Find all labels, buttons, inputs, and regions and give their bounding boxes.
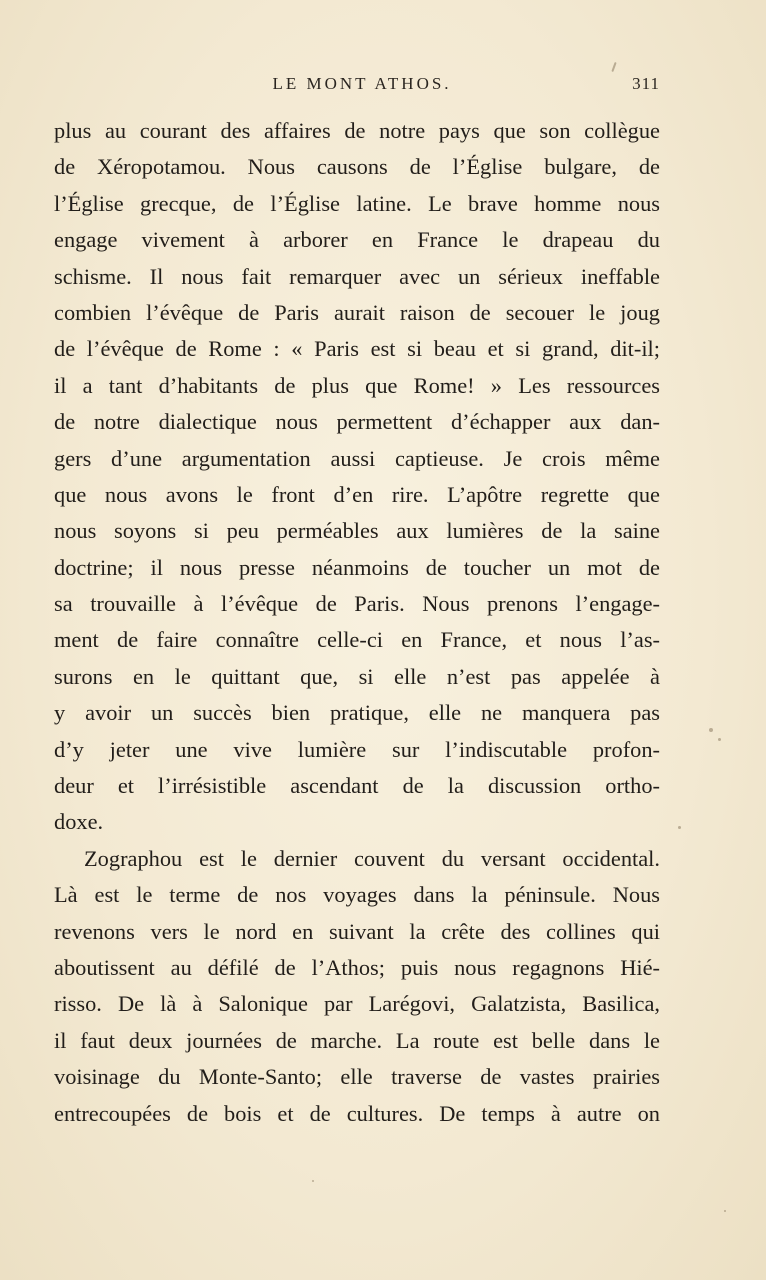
text-line: schisme. Il nous fait remarquer avec un sérieux ineffable — [54, 263, 660, 289]
body-text — [54, 113, 660, 1132]
text-line: nous soyons si peu perméables aux lumières de la saine — [54, 518, 660, 544]
paper-speck — [678, 826, 681, 829]
text-line: d’y jeter une vive lumière sur l’indiscutable profon- — [54, 736, 660, 762]
text-line: il a tant d’habitants de plus que Rome! » Les ressources — [54, 372, 660, 398]
text-line: de notre dialectique nous permettent d’échapper aux dan- — [54, 409, 660, 435]
text-line: Là est le terme de nos voyages dans la péninsule. Nous — [54, 882, 660, 908]
page-number: 311 — [632, 74, 660, 93]
text-line: deur et l’irrésistible ascendant de la discussion ortho- — [54, 773, 660, 799]
paper-speck — [724, 1210, 726, 1212]
text-line: voisinage du Monte-Santo; elle traverse de vastes prairies — [54, 1064, 660, 1090]
text-line: aboutissent au défilé de l’Athos; puis nous regagnons Hié- — [54, 954, 660, 980]
text-line: plus au courant des affaires de notre pays que son collègue — [54, 118, 660, 143]
paper-speck — [312, 1180, 314, 1182]
text-line: revenons vers le nord en suivant la crête des collines qui — [54, 918, 660, 944]
text-line: doxe. — [54, 809, 104, 835]
text-line: l’Église grecque, de l’Église latine. Le brave homme nous — [54, 190, 660, 216]
text-line: surons en le quittant que, si elle n’est pas appelée à — [54, 663, 660, 689]
text-line: combien l’évêque de Paris aurait raison de secouer le joug — [54, 299, 660, 325]
text-line: ment de faire connaître celle-ci en France, et nous l’as- — [54, 627, 660, 653]
text-line: sa trouvaille à l’évêque de Paris. Nous prenons l’engage- — [54, 591, 660, 617]
text-line: entrecoupées de bois et de cultures. De temps à autre on — [54, 1100, 660, 1126]
paper-speck — [709, 728, 713, 732]
text-line: il faut deux journées de marche. La route est belle dans le — [54, 1027, 660, 1053]
text-line: de Xéropotamou. Nous causons de l’Église bulgare, de — [54, 154, 660, 180]
paper-speck — [718, 738, 721, 741]
running-title: LE MONT ATHOS. — [272, 74, 452, 93]
text-line: doctrine; il nous presse néanmoins de toucher un mot de — [54, 554, 660, 580]
text-line: que nous avons le front d’en rire. L’apôtre regrette que — [54, 481, 660, 507]
page-header — [54, 74, 660, 100]
text-line: de l’évêque de Rome : « Paris est si beau et si grand, dit-il; — [54, 336, 660, 362]
text-line: Zographou est le dernier couvent du versant occidental. — [84, 845, 660, 871]
text-line: y avoir un succès bien pratique, elle ne manquera pas — [54, 700, 660, 726]
text-line: risso. De là à Salonique par Larégovi, Galatzista, Basilica, — [54, 991, 660, 1017]
paper-speck — [611, 62, 616, 72]
text-line: gers d’une argumentation aussi captieuse. Je crois même — [54, 445, 660, 471]
text-line: engage vivement à arborer en France le drapeau du — [54, 227, 660, 253]
